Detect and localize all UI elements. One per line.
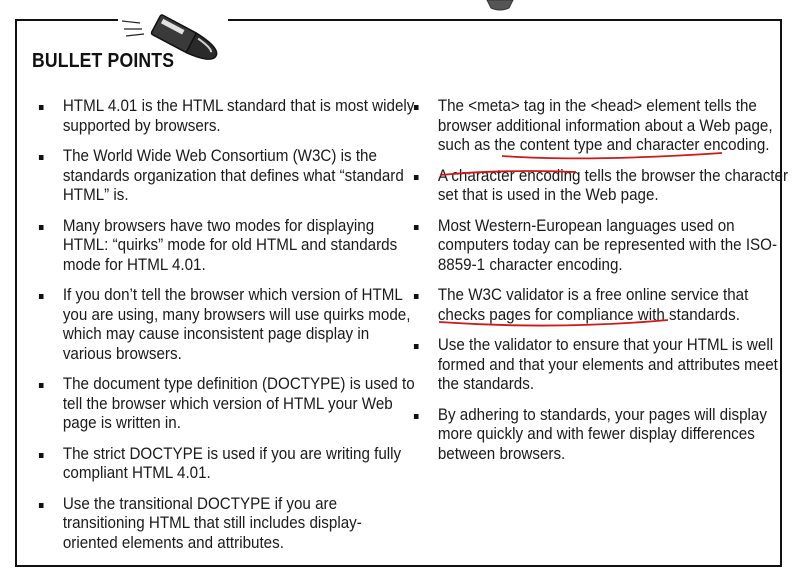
partial-object-icon [485, 0, 515, 12]
list-item: The strict DOCTYPE is used if you are writing fully compliant HTML 4.01. [38, 445, 416, 484]
list-item: Many browsers have two modes for displaying HTML: “quirks” mode for old HTML and standards mode for HTML 4.01. [38, 217, 416, 276]
list-item: If you don’t tell the browser which version of HTML you are using, many browsers will use quirks mode, which may cause inconsistent page display in various browsers. [38, 286, 416, 364]
list-item: The World Wide Web Consortium (W3C) is the standards organization that defines what “standard HTML” is. [38, 147, 416, 206]
list-item: HTML 4.01 is the HTML standard that is most widely supported by browsers. [38, 97, 416, 136]
right-bullet-list [413, 97, 789, 475]
list-item: Use the transitional DOCTYPE if you are transitioning HTML that still includes display-oriented elements and attributes. [38, 495, 416, 554]
list-item: The <meta> tag in the <head> element tells the browser additional information about a Web page, such as the content type and character encoding. [413, 97, 791, 156]
list-item: The W3C validator is a free online service that checks pages for compliance with standards. [413, 286, 791, 325]
section-heading: BULLET POINTS [32, 50, 175, 72]
list-item: Most Western-European languages used on computers today can be represented with the ISO-8859-1 character encoding. [413, 217, 791, 276]
list-item: A character encoding tells the browser the character set that is used in the Web page. [413, 167, 791, 206]
left-bullet-list [38, 97, 415, 564]
list-item: Use the validator to ensure that your HTML is well formed and that your elements and attributes meet the standards. [413, 336, 791, 395]
list-item: The document type definition (DOCTYPE) is used to tell the browser which version of HTML your Web page is written in. [38, 375, 416, 434]
list-item: By adhering to standards, your pages will display more quickly and with fewer display differences between browsers. [413, 406, 791, 465]
